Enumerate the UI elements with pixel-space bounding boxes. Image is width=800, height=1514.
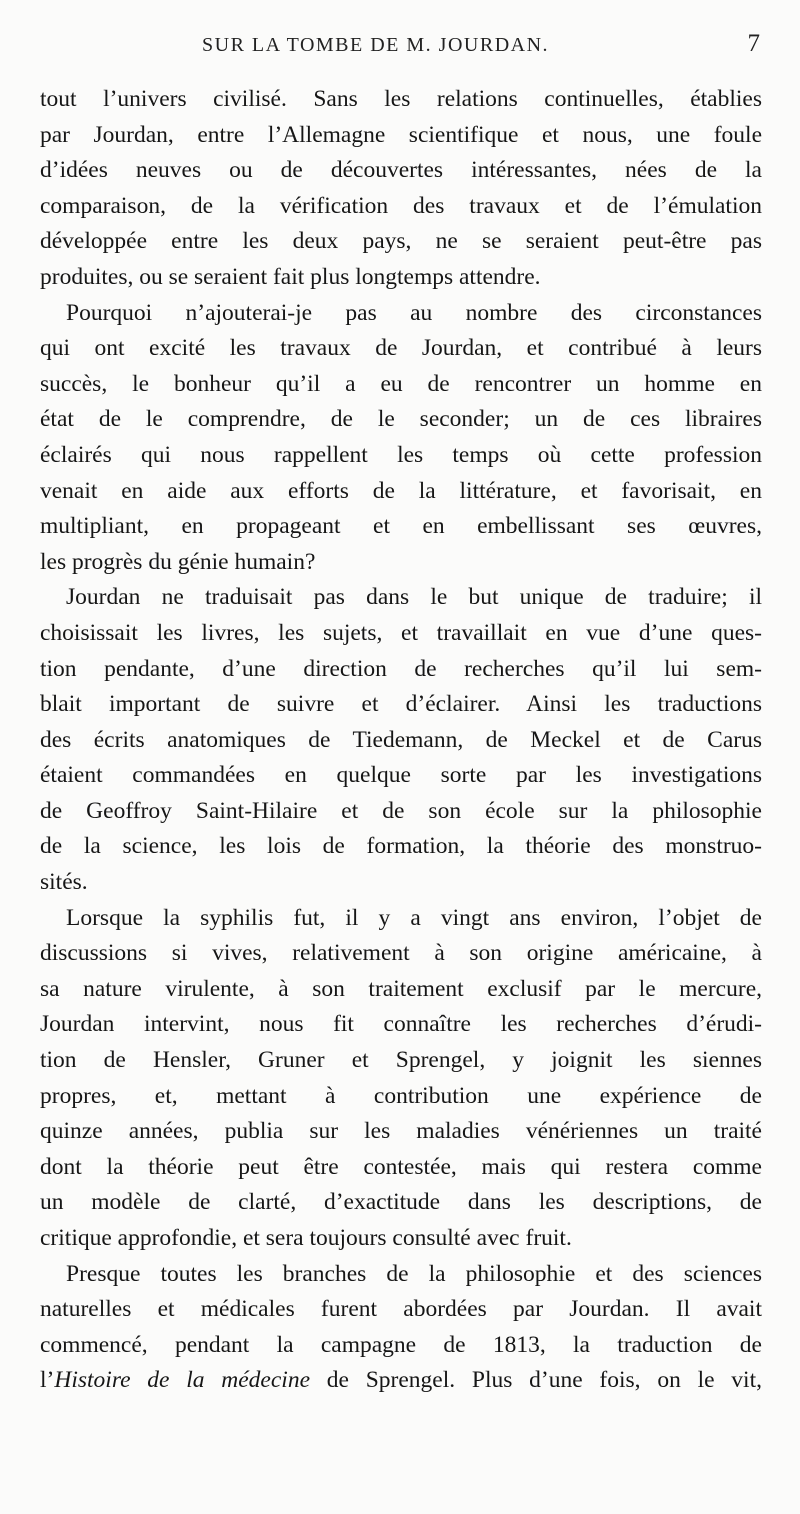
text-line: un modèle de clarté, d’exactitude dans les descriptions, de xyxy=(40,1189,762,1216)
page-number: 7 xyxy=(747,30,760,57)
text-line: des écrits anatomiques de Tiedemann, de Meckel et de Carus xyxy=(40,726,762,753)
text-line: multipliant, en propageant et en embellissant ses œuvres, xyxy=(40,513,762,540)
text-line: Pourquoi n’ajouterai-je pas au nombre des circonstances xyxy=(66,299,762,326)
text-fragment: l’ xyxy=(40,1367,55,1394)
text-line: qui ont excité les travaux de Jourdan, et contribué à leurs xyxy=(40,335,762,362)
text-fragment: de Sprengel. Plus d’une fois, on le vit, xyxy=(310,1367,762,1394)
text-line: de la science, les lois de formation, la théorie des monstruo- xyxy=(40,833,762,860)
paragraph xyxy=(40,82,762,296)
text-line: sa nature virulente, à son traitement exclusif par le mercure, xyxy=(40,975,762,1002)
paragraph xyxy=(40,580,762,900)
text-line: blait important de suivre et d’éclairer. Ainsi les traductions xyxy=(40,691,762,718)
text-line: étaient commandées en quelque sorte par les investigations xyxy=(40,762,762,789)
page-header xyxy=(40,30,762,66)
text-line: Presque toutes les branches de la philosophie et des sciences xyxy=(66,1260,762,1287)
text-line: critique approfondie, et sera toujours consulté avec fruit. xyxy=(40,1225,572,1251)
text-line: discussions si vives, relativement à son origine américaine, à xyxy=(40,940,762,967)
text-line: venait en aide aux efforts de la littérature, et favorisait, en xyxy=(40,477,762,504)
text-line: produites, ou se seraient fait plus longtemps attendre. xyxy=(40,263,541,290)
paragraph xyxy=(40,901,762,1257)
text-line: succès, le bonheur qu’il a eu de rencontrer un homme en xyxy=(40,370,762,397)
text-line: propres, et, mettant à contribution une expérience de xyxy=(40,1082,762,1109)
text-line: tion pendante, d’une direction de recherches qu’il lui sem- xyxy=(40,655,762,682)
book-title: Histoire de la médecine xyxy=(54,1367,310,1394)
text-line: d’idées neuves ou de découvertes intéressantes, nées de la xyxy=(40,157,762,184)
text-line: sités. xyxy=(40,869,88,896)
text-line: tout l’univers civilisé. Sans les relations continuelles, établies xyxy=(40,86,762,112)
text-line: choisissait les livres, les sujets, et travaillait en vue d’une ques- xyxy=(40,619,762,646)
text-line: les progrès du génie humain? xyxy=(40,548,316,575)
text-line-with-title xyxy=(40,1363,762,1399)
text-line: naturelles et médicales furent abordées par Jourdan. Il avait xyxy=(40,1296,762,1323)
text-line: éclairés qui nous rappellent les temps où cette profession xyxy=(40,441,762,468)
text-line: comparaison, de la vérification des travaux et de l’émulation xyxy=(40,192,762,219)
paragraph xyxy=(40,1257,762,1399)
paragraph xyxy=(40,296,762,581)
text-line: quinze années, publia sur les maladies vénériennes un traité xyxy=(40,1118,762,1145)
text-line: dont la théorie peut être contestée, mais qui restera comme xyxy=(40,1153,762,1180)
body-text xyxy=(40,82,762,1399)
text-line: Jourdan intervint, nous fit connaître les recherches d’érudi- xyxy=(40,1011,762,1038)
text-line: Lorsque la syphilis fut, il y a vingt ans environ, l’objet de xyxy=(66,904,762,931)
running-title: SUR LA TOMBE DE M. JOURDAN. xyxy=(202,34,550,56)
text-line: développée entre les deux pays, ne se seraient peut-être pas xyxy=(40,228,762,255)
text-line: Jourdan ne traduisait pas dans le but unique de traduire; il xyxy=(66,584,762,611)
text-line: état de le comprendre, de le seconder; un de ces libraires xyxy=(40,406,762,433)
text-line: commencé, pendant la campagne de 1813, la traduction de xyxy=(40,1331,762,1358)
text-line: par Jourdan, entre l’Allemagne scientifique et nous, une foule xyxy=(40,121,762,148)
text-line: tion de Hensler, Gruner et Sprengel, y joignit les siennes xyxy=(40,1047,762,1074)
text-line: de Geoffroy Saint-Hilaire et de son école sur la philosophie xyxy=(40,797,762,824)
